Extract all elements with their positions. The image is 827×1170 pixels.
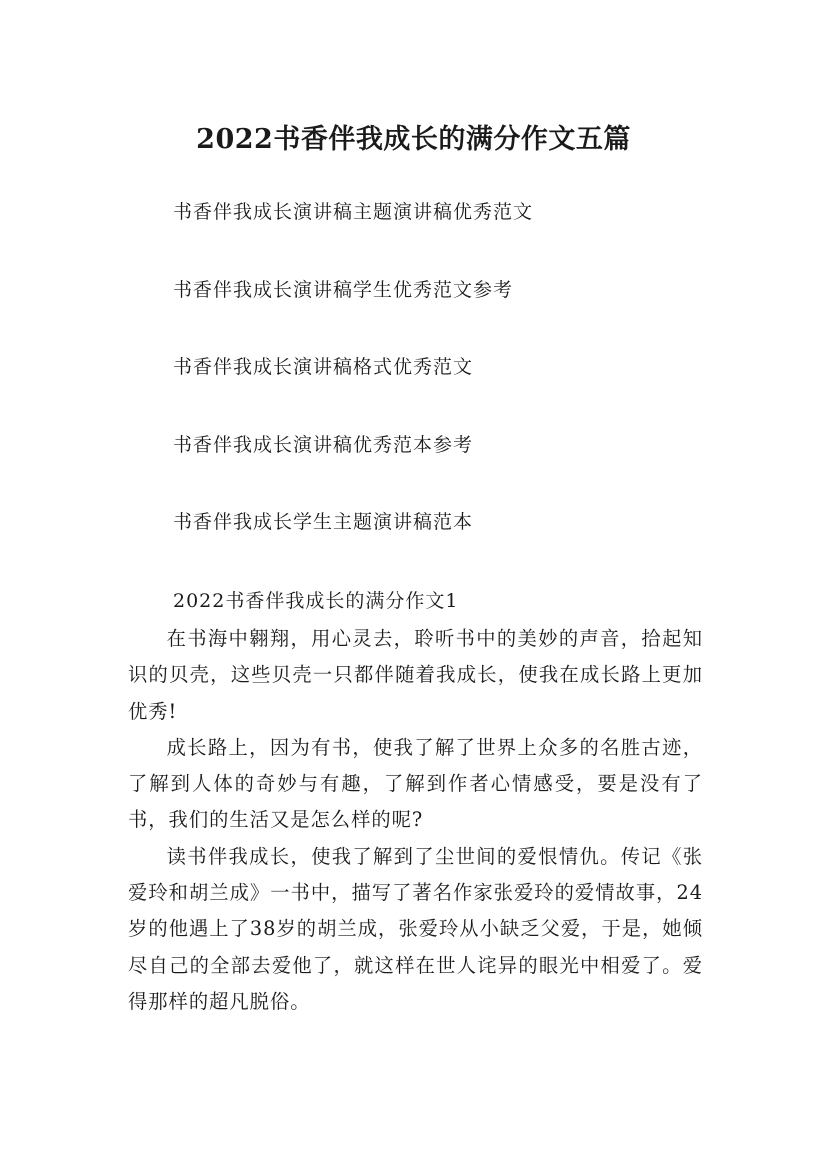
paragraph-2: 成长路上，因为有书，使我了解了世界上众多的名胜古迹，了解到人体的奇妙与有趣，了解到作者心情感受，要是没有了书，我们的生活又是怎么样的呢? [128, 735, 703, 832]
toc-item-2: 书香伴我成长演讲稿学生优秀范文参考 [173, 279, 514, 301]
section-heading: 2022书香伴我成长的满分作文1 [173, 590, 459, 612]
toc-item-4: 书香伴我成长演讲稿优秀范本参考 [173, 434, 474, 456]
essay-body [128, 621, 703, 1020]
paragraph-1: 在书海中翱翔，用心灵去，聆听书中的美妙的声音，拾起知识的贝壳，这些贝壳一只都伴随着我成长，使我在成长路上更加优秀! [128, 627, 703, 723]
paragraph-3: 读书伴我成长，使我了解到了尘世间的爱恨情仇。传记《张爱玲和胡兰成》一书中，描写了著名作家张爱玲的爱情故事，24岁的他遇上了38岁的胡兰成，张爱玲从小缺乏父爱，于是，她倾尽自己的全部去爱他了，就这样在世人诧异的眼光中相爱了。爱得那样的超凡脱俗。 [128, 844, 703, 1013]
toc-item-5: 书香伴我成长学生主题演讲稿范本 [173, 511, 474, 533]
document-title: 2022书香伴我成长的满分作文五篇 [196, 124, 631, 156]
toc-item-1: 书香伴我成长演讲稿主题演讲稿优秀范文 [173, 201, 534, 223]
toc-item-3: 书香伴我成长演讲稿格式优秀范文 [173, 356, 474, 378]
